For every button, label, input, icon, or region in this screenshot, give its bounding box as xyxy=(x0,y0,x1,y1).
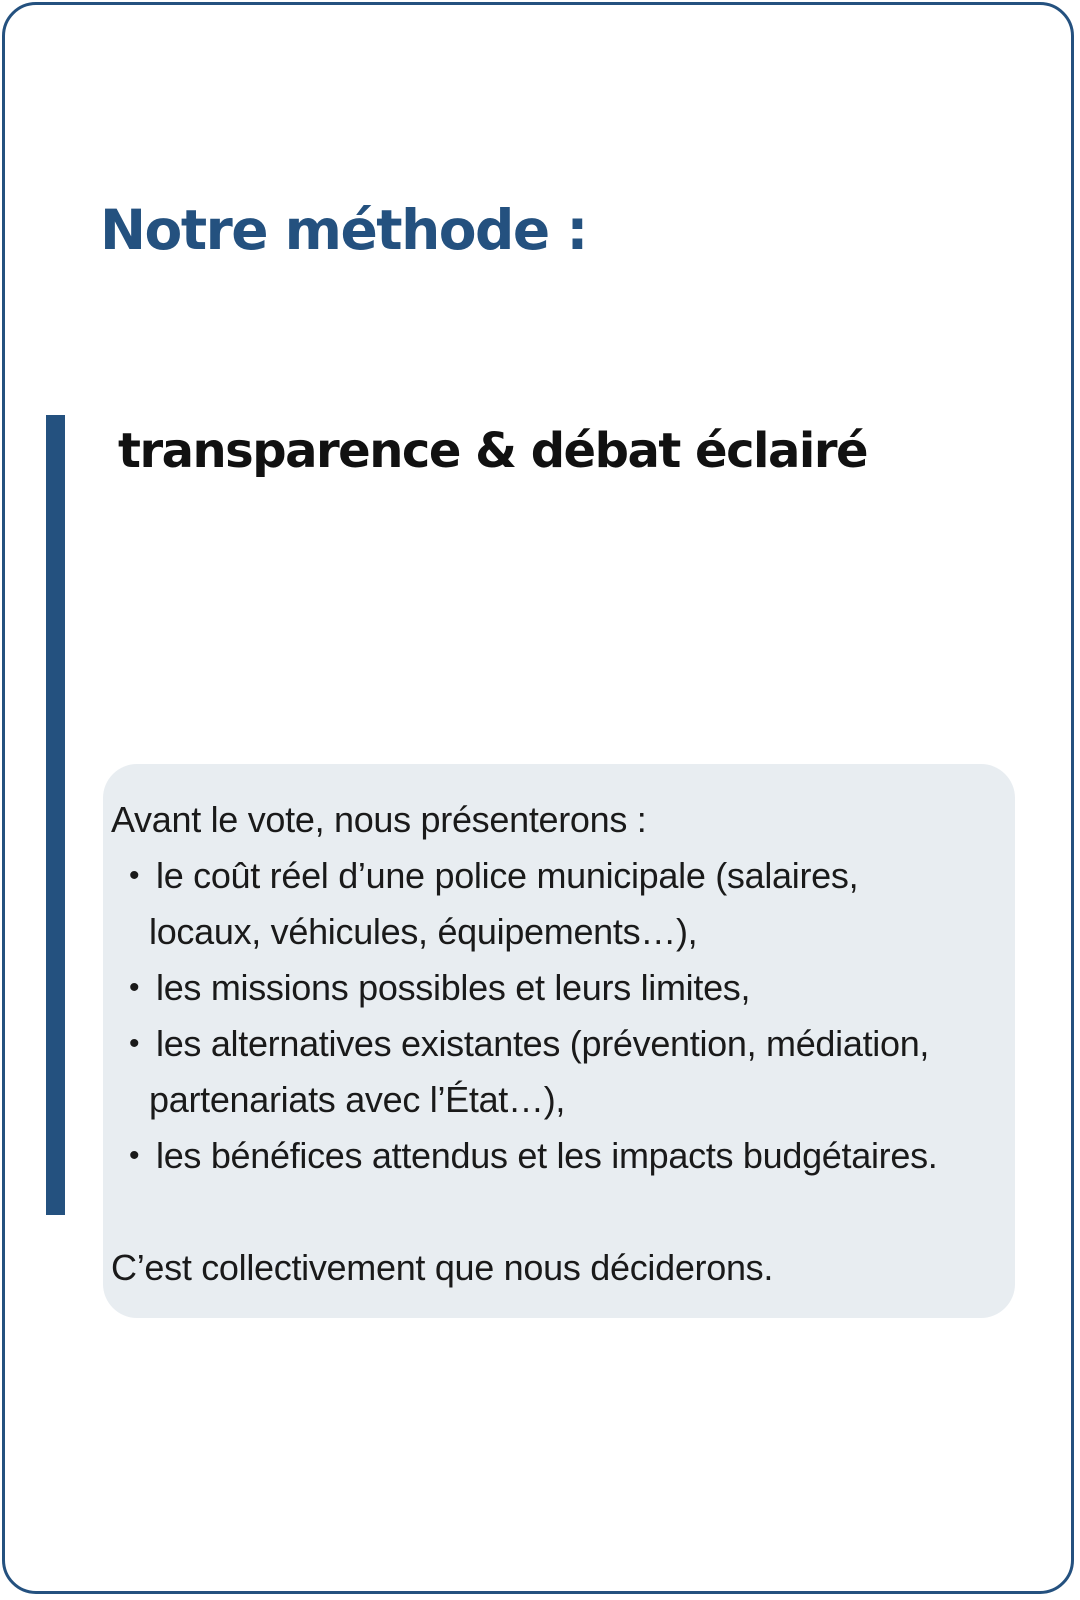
list-item-text-continued: locaux, véhicules, équipements…), xyxy=(149,911,698,952)
info-box xyxy=(103,764,1015,1318)
bullet-icon: • xyxy=(129,1027,140,1060)
list-item xyxy=(111,1016,1015,1128)
list-item-text-continued: partenariats avec l’État…), xyxy=(149,1079,566,1120)
list-item-text: les alternatives existantes (prévention, médiation, xyxy=(156,1023,930,1064)
info-intro: Avant le vote, nous présenterons : xyxy=(111,799,647,840)
list-item-text: les missions possibles et leurs limites, xyxy=(156,967,751,1008)
page-title: Notre méthode : xyxy=(100,198,587,262)
section-subtitle: transparence & débat éclairé xyxy=(118,423,868,479)
bullet-list xyxy=(111,848,1015,1184)
closing-statement: C’est collectivement que nous déciderons. xyxy=(111,1247,774,1288)
list-item xyxy=(111,848,1015,960)
bullet-icon: • xyxy=(129,1139,140,1172)
list-item-text: le coût réel d’une police municipale (salaires, xyxy=(156,855,859,896)
bullet-icon: • xyxy=(129,971,140,1004)
accent-bar xyxy=(46,415,65,1215)
list-item-text: les bénéfices attendus et les impacts budgétaires. xyxy=(156,1135,938,1176)
list-item xyxy=(111,1128,1015,1184)
bullet-icon: • xyxy=(129,859,140,892)
list-item xyxy=(111,960,1015,1016)
